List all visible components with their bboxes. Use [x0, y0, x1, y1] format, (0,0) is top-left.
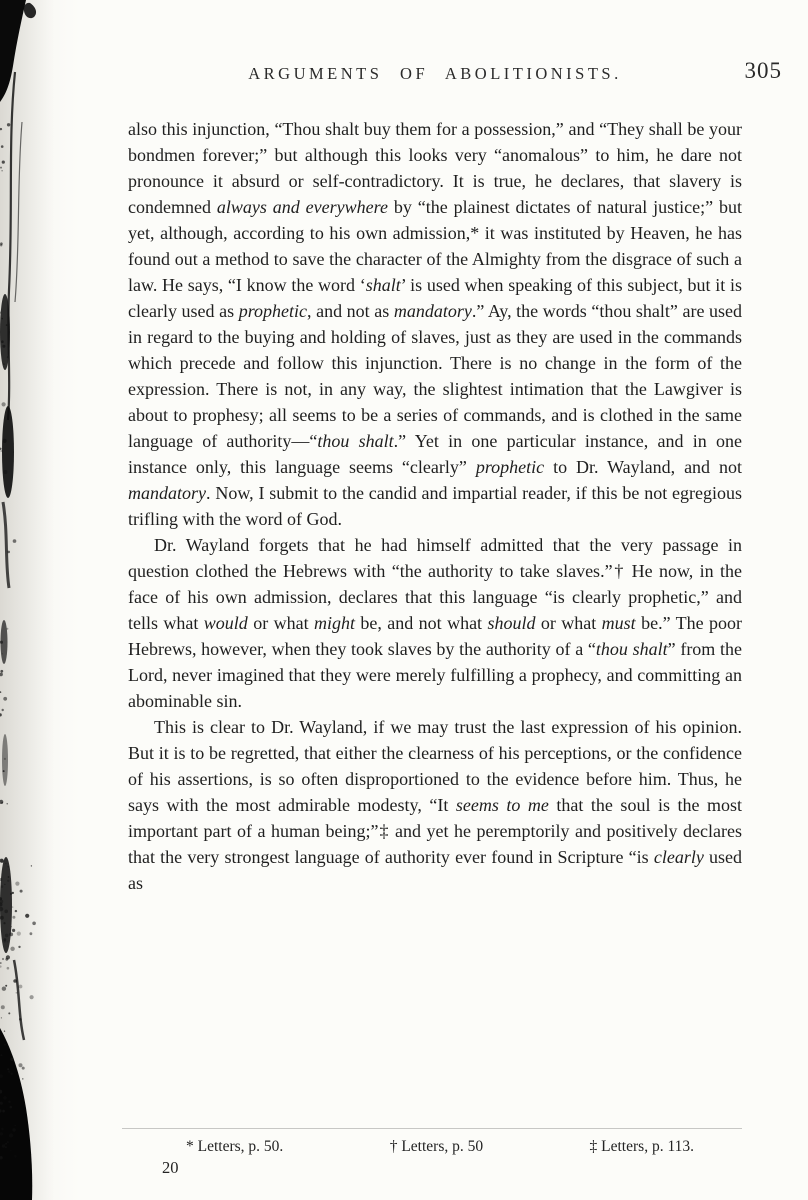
body-text: [128, 116, 742, 896]
paragraph: also this injunction, “Thou shalt buy them for a possession,” and “They shall be your bondmen forever;” but although this looks very “anomalous” to him, he dare not pronounce it absurd or self-contradictory. It is true, he declares, that slavery is condemned always and everywhere by “the plainest dictates of natural justice;” but yet, although, according to his own admission,* it was instituted by Heaven, he has found out a method to save the character of the Almighty from the disgrace of such a law. He says, “I know the word ‘shalt’ is used when speaking of this subject, but it is clearly used as prophetic, and not as mandatory.” Ay, the words “thou shalt” are used in regard to the buying and holding of slaves, just as they are used in the commands which precede and follow this injunction. There is no change in the form of the expression. There is not, in any way, the slightest intimation that the Lawgiver is about to prophesy; all seems to be a series of commands, and is clothed in the same language of authority—“thou shalt.” Yet in one particular instance, and in one instance only, this language seems “clearly” prophetic to Dr. Wayland, and not mandatory. Now, I submit to the candid and impartial reader, if this be not egregious trifling with the word of God.: [128, 119, 743, 529]
text-block: [128, 58, 782, 896]
footnote-asterisk: * Letters, p. 50.: [186, 1138, 284, 1155]
running-header: [128, 58, 782, 88]
scan-artifacts: [0, 0, 70, 1200]
signature-number: 20: [162, 1158, 179, 1177]
page-number: 305: [744, 58, 782, 83]
footnotes: [186, 1138, 694, 1156]
footnote-dagger: † Letters, p. 50: [389, 1138, 484, 1155]
footnote-rule: [122, 1128, 742, 1129]
paragraph: Dr. Wayland forgets that he had himself admitted that the very passage in question clothed the Hebrews with “the authority to take slaves.”† He now, in the face of his own admission, declares that this language “is clearly prophetic,” and tells what would or what might be, and not what should or what must be.” The poor Hebrews, however, when they took slaves by the authority of a “thou shalt” from the Lord, never imagined that they were merely fulfilling a prophecy, and committing an abominable sin.: [128, 535, 743, 711]
paragraph: This is clear to Dr. Wayland, if we may trust the last expression of his opinion. But it is to be regretted, that either the clearness of his perceptions, or the confidence of his assertions, is so often disproportioned to the evidence before him. Thus, he says with the most admirable modesty, “It seems to me that the soul is the most important part of a human being;”‡ and yet he peremptorily and positively declares that the very strongest language of authority ever found in Scripture “is clearly used as: [128, 717, 742, 893]
header-title: ARGUMENTS OF ABOLITIONISTS.: [248, 64, 622, 83]
footnote-double-dagger: ‡ Letters, p. 113.: [589, 1138, 694, 1155]
